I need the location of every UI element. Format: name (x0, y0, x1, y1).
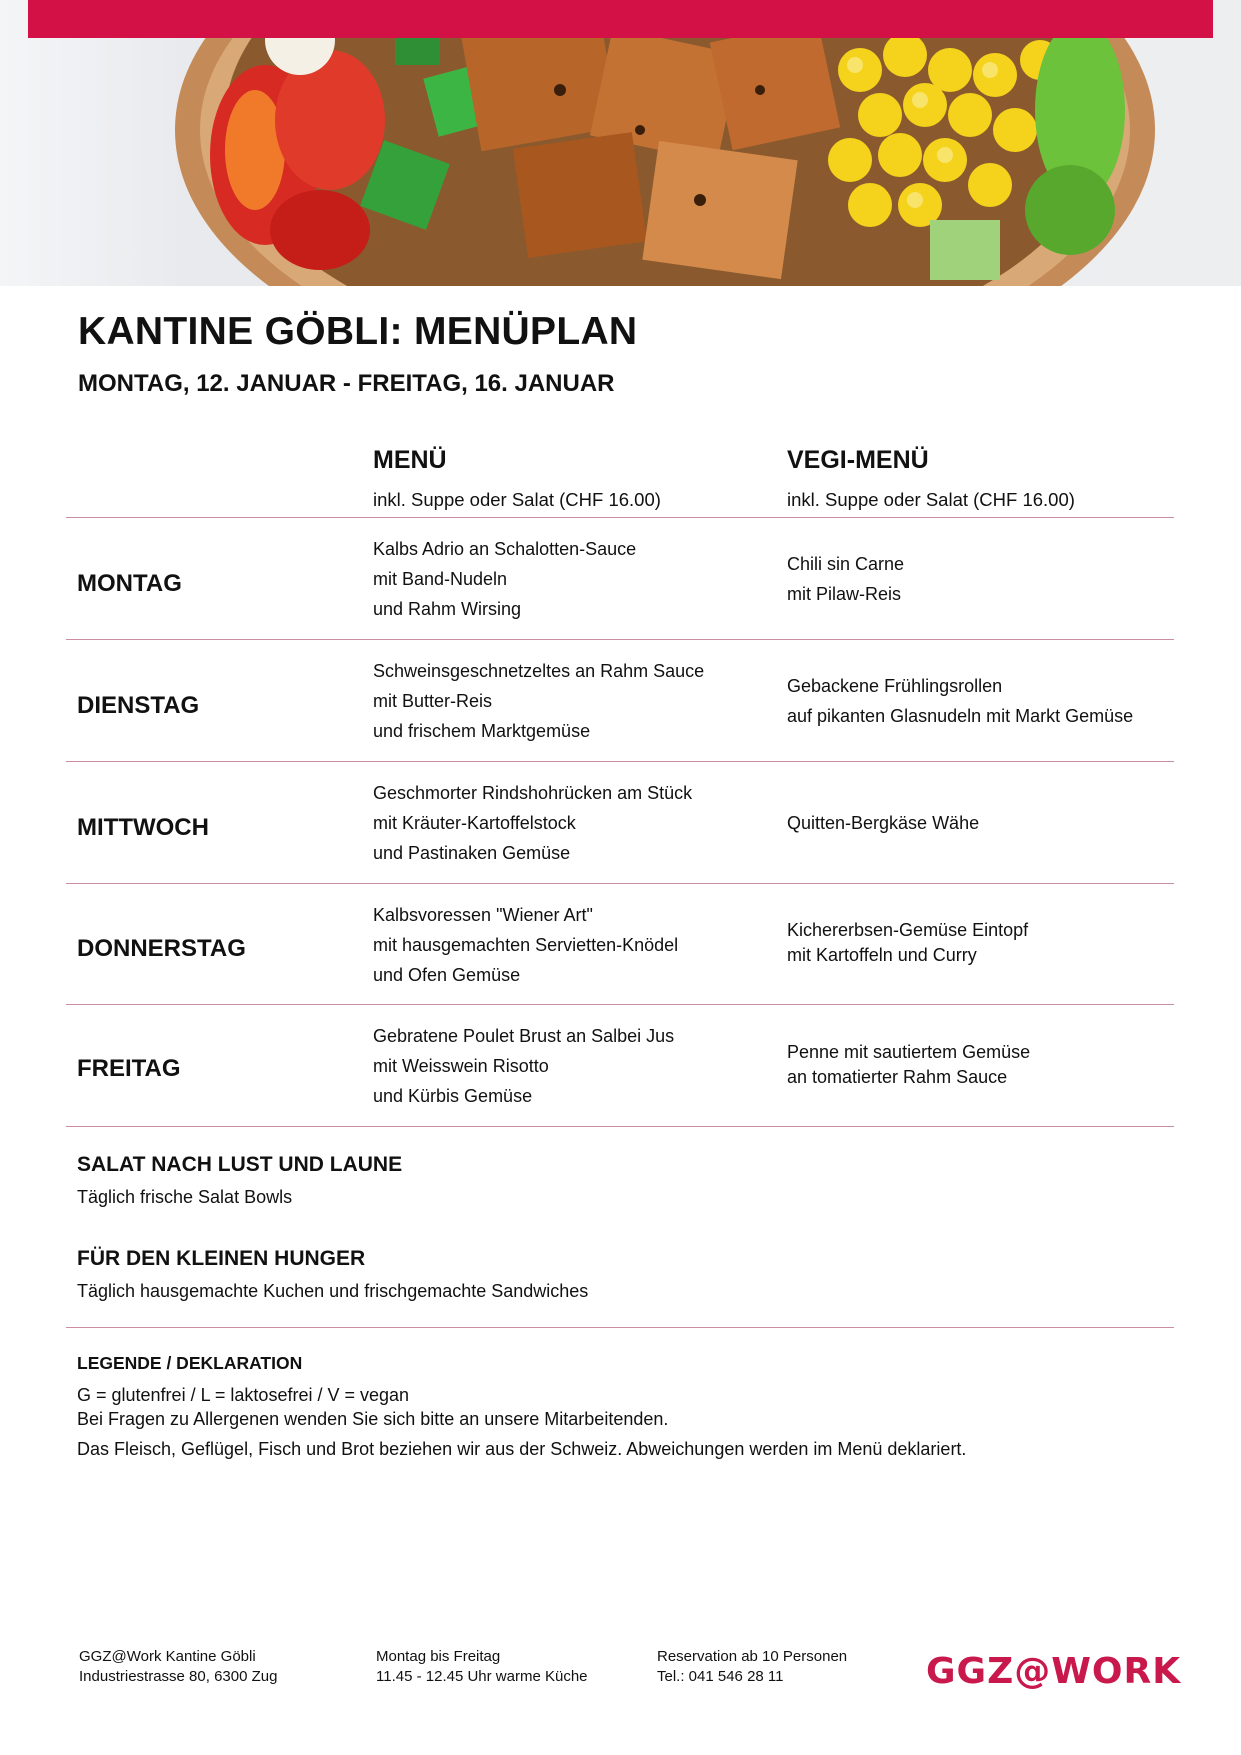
menu-dish: Geschmorter Rindshohrücken am Stück mit Kräuter-Kartoffelstock und Pastinaken Gemüse (373, 783, 693, 863)
day-label: DONNERSTAG (77, 935, 246, 962)
footer-address: GGZ@Work Kantine Göbli Industriestrasse 80, 6300 Zug (79, 1648, 278, 1685)
footer-hours: Montag bis Freitag 11.45 - 12.45 Uhr warme Küche (376, 1648, 588, 1685)
salad-section-text: Täglich frische Salat Bowls (77, 1187, 293, 1207)
menu-dish: Schweinsgeschnetzeltes an Rahm Sauce mit Butter-Reis und frischem Marktgemüse (373, 661, 705, 741)
divider (66, 639, 1174, 640)
page-title: KANTINE GÖBLI: MENÜPLAN (78, 310, 638, 353)
legend-line: Das Fleisch, Geflügel, Fisch und Brot beziehen wir aus der Schweiz. Abweichungen werden im Menü deklariert. (77, 1439, 967, 1459)
day-label: DIENSTAG (77, 692, 200, 719)
footer-reservation: Reservation ab 10 Personen Tel.: 041 546 28 11 (657, 1648, 848, 1685)
menu-column-note: inkl. Suppe oder Salat (CHF 16.00) (373, 489, 661, 510)
ggz-work-logo: GGZ@WORK (926, 1651, 1182, 1692)
divider (66, 517, 1174, 518)
vegi-dish: Quitten-Bergkäse Wähe (787, 813, 980, 833)
legend-title: LEGENDE / DEKLARATION (77, 1353, 303, 1373)
hero-food-image (0, 0, 1241, 286)
vegi-column-note: inkl. Suppe oder Salat (CHF 16.00) (787, 489, 1075, 510)
menu-column-header: MENÜ (373, 446, 447, 474)
vegi-dish: Kichererbsen-Gemüse Eintopf mit Kartoffeln und Curry (787, 920, 1029, 965)
menu-dish: Kalbs Adrio an Schalotten-Sauce mit Band-Nudeln und Rahm Wirsing (373, 539, 637, 619)
day-label: MITTWOCH (77, 814, 209, 841)
vegi-dish: Gebackene Frühlingsrollen auf pikanten Glasnudeln mit Markt Gemüse (787, 676, 1134, 726)
divider (66, 883, 1174, 884)
divider (66, 1004, 1174, 1005)
salad-section-title: SALAT NACH LUST UND LAUNE (77, 1153, 403, 1176)
accent-top-bar (28, 0, 1213, 38)
menu-dish: Kalbsvoressen "Wiener Art" mit hausgemachten Servietten-Knödel und Ofen Gemüse (373, 905, 679, 985)
menu-dish: Gebratene Poulet Brust an Salbei Jus mit Weisswein Risotto und Kürbis Gemüse (373, 1026, 675, 1106)
snack-section-title: FÜR DEN KLEINEN HUNGER (77, 1247, 366, 1270)
day-label: FREITAG (77, 1055, 181, 1082)
day-label: MONTAG (77, 570, 182, 597)
divider (66, 761, 1174, 762)
divider (66, 1327, 1174, 1328)
vegi-dish: Penne mit sautiertem Gemüse an tomatierter Rahm Sauce (787, 1042, 1031, 1087)
legend-line: G = glutenfrei / L = laktosefrei / V = vegan (77, 1385, 410, 1405)
divider (66, 1126, 1174, 1127)
vegi-column-header: VEGI-MENÜ (787, 446, 929, 474)
snack-section-text: Täglich hausgemachte Kuchen und frischgemachte Sandwiches (77, 1281, 589, 1301)
date-range: MONTAG, 12. JANUAR - FREITAG, 16. JANUAR (78, 370, 615, 397)
legend-line: Bei Fragen zu Allergenen wenden Sie sich bitte an unsere Mitarbeitenden. (77, 1409, 669, 1429)
vegi-dish: Chili sin Carne mit Pilaw-Reis (787, 554, 905, 604)
